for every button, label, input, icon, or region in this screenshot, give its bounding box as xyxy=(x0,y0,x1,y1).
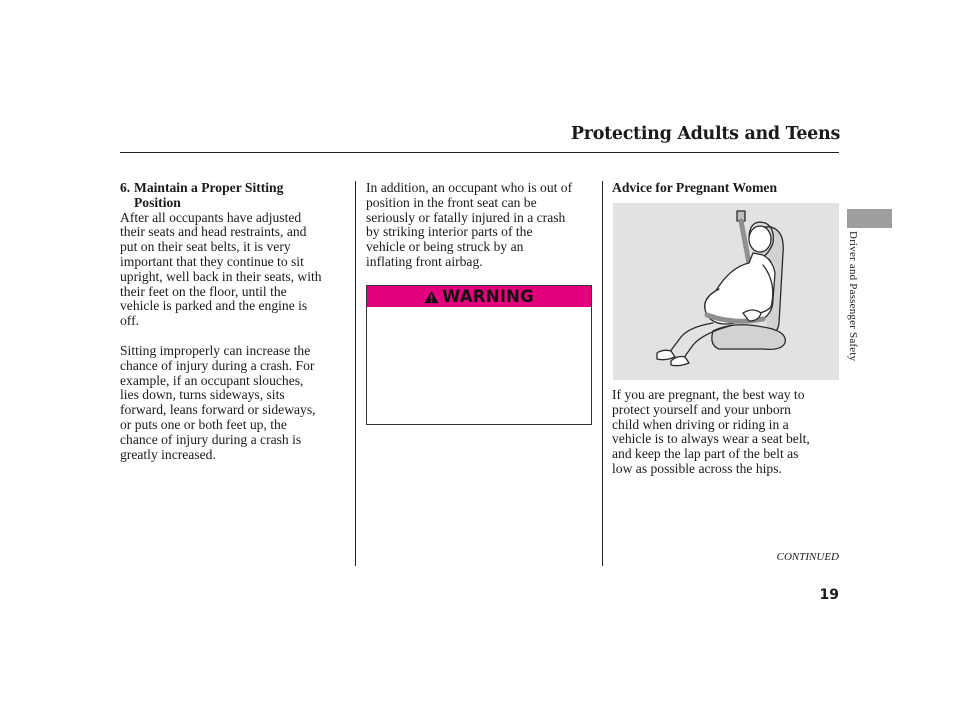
text-line: inflating front airbag. xyxy=(366,253,483,269)
text-line: lies down, turns sideways, sits xyxy=(120,387,285,403)
column-3-body xyxy=(612,388,840,477)
text-line: vehicle is to always wear a seat belt, xyxy=(612,431,810,447)
warning-triangle-icon xyxy=(424,290,439,304)
text-line: upright, well back in their seats, with xyxy=(120,268,322,284)
text-line: their seats and head restraints, and xyxy=(120,224,307,240)
text-line: important that they continue to sit xyxy=(120,253,304,269)
step-heading-line: Maintain a Proper Sitting xyxy=(134,180,284,195)
text-line: After all occupants have adjusted xyxy=(120,209,302,225)
column-1 xyxy=(120,181,348,462)
text-line: child when driving or riding in a xyxy=(612,416,789,432)
continued-label: CONTINUED xyxy=(776,551,839,563)
section-heading: Advice for Pregnant Women xyxy=(612,180,778,195)
title-rule xyxy=(120,152,839,153)
text-line: by striking interior parts of the xyxy=(366,224,533,240)
pregnant-woman-seatbelt-illustration xyxy=(613,203,839,380)
column-2 xyxy=(366,181,596,270)
section-tab-label: Driver and Passenger Safety xyxy=(847,231,859,362)
body-paragraph xyxy=(120,344,348,462)
text-line: or puts one or both feet up, the xyxy=(120,416,287,432)
warning-header xyxy=(367,286,591,307)
text-line: Sitting improperly can increase the xyxy=(120,342,311,358)
column-3 xyxy=(612,181,840,196)
text-line: chance of injury during a crash. For xyxy=(120,357,315,373)
body-paragraph xyxy=(366,181,596,270)
column-divider xyxy=(355,181,356,566)
body-paragraph xyxy=(120,211,348,329)
text-line: vehicle is parked and the engine is xyxy=(120,298,308,314)
text-line: protect yourself and your unborn xyxy=(612,401,791,417)
text-line: vehicle or being struck by an xyxy=(366,239,524,255)
illustration-drawing xyxy=(613,203,839,380)
text-line: position in the front seat can be xyxy=(366,194,537,210)
body-paragraph xyxy=(612,388,840,477)
page-number: 19 xyxy=(819,587,839,603)
text-line: low as possible across the hips. xyxy=(612,460,782,476)
step-heading-text xyxy=(134,181,283,211)
text-line: their feet on the floor, until the xyxy=(120,283,287,299)
text-line: put on their seat belts, it is very xyxy=(120,239,291,255)
text-line: seriously or fatally injured in a crash xyxy=(366,209,566,225)
text-line: forward, leans forward or sideways, xyxy=(120,402,316,418)
step-heading xyxy=(120,181,348,211)
text-line: If you are pregnant, the best way to xyxy=(612,387,805,402)
text-line: greatly increased. xyxy=(120,446,216,462)
text-line: and keep the lap part of the belt as xyxy=(612,446,799,462)
warning-box xyxy=(366,285,592,425)
text-line: chance of injury during a crash is xyxy=(120,431,302,447)
step-heading-line: Position xyxy=(134,194,181,210)
text-line: example, if an occupant slouches, xyxy=(120,372,304,388)
step-number: 6. xyxy=(120,180,131,195)
page-title: Protecting Adults and Teens xyxy=(570,124,840,144)
warning-label: WARNING xyxy=(442,287,534,306)
section-tab-marker xyxy=(847,209,892,228)
text-line: off. xyxy=(120,313,140,329)
column-divider xyxy=(602,181,603,566)
text-line: In addition, an occupant who is out of xyxy=(366,180,573,195)
